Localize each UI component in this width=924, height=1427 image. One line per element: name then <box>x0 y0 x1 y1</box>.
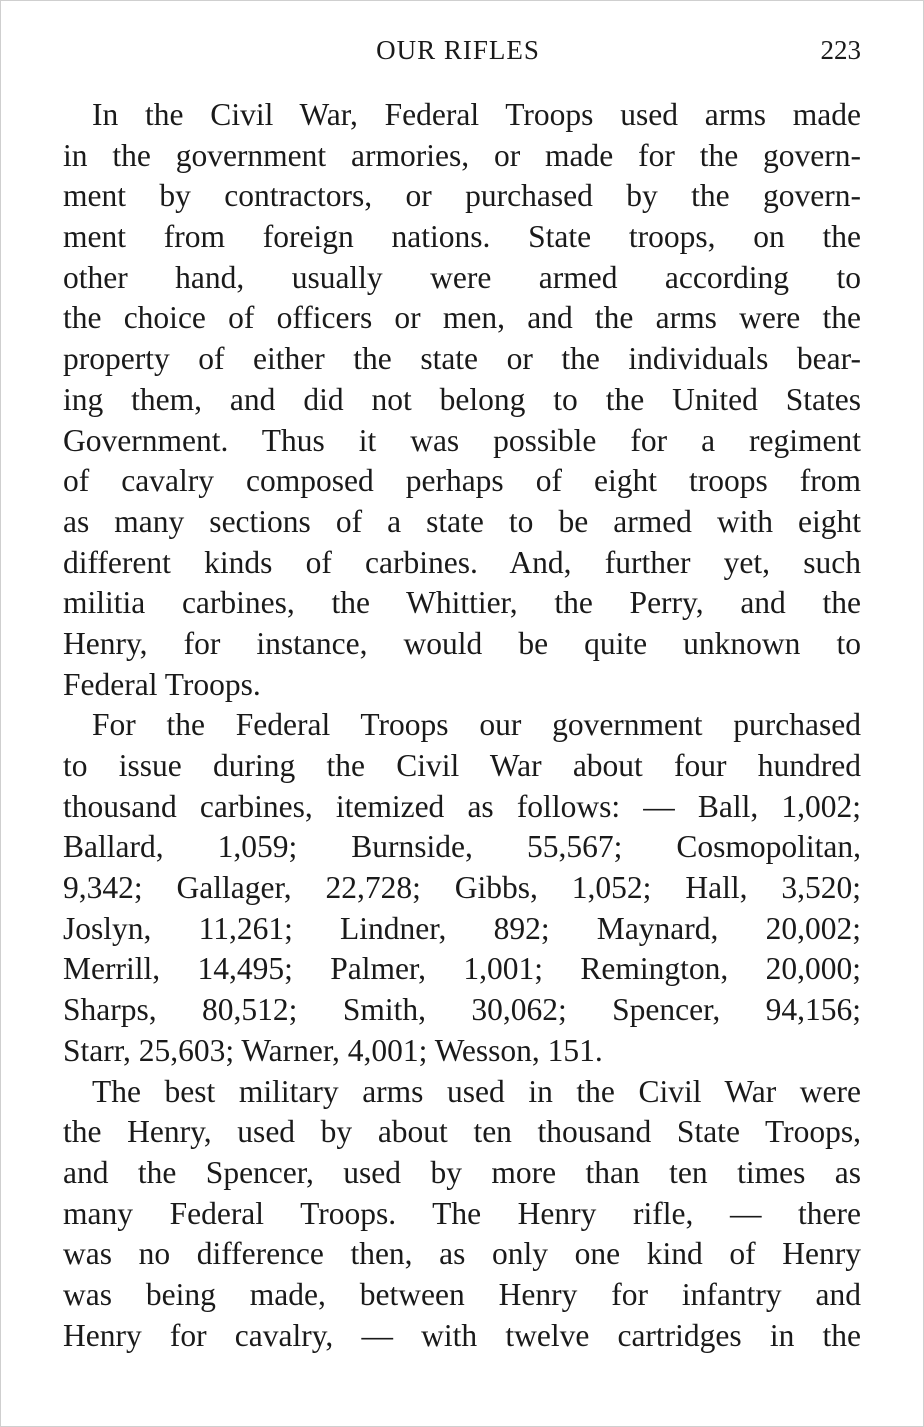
text-line: different kinds of carbines. And, further yet, such <box>63 544 861 580</box>
text-line: and the Spencer, used by more than ten times as <box>63 1154 861 1190</box>
text-line: was no difference then, as only one kind of Henry <box>63 1236 861 1272</box>
text-line: Federal Troops. <box>63 666 261 702</box>
text-line: Government. Thus it was possible for a regiment <box>63 422 861 458</box>
text-line: Henry, for instance, would be quite unknown to <box>63 625 861 661</box>
text-line: the Henry, used by about ten thousand State Troops, <box>63 1114 861 1150</box>
text-line: was being made, between Henry for infantry and <box>63 1276 861 1312</box>
text-line: the choice of officers or men, and the arms were the <box>63 300 861 336</box>
text-line: thousand carbines, itemized as follows: — Ball, 1,002; <box>63 788 861 824</box>
text-line: Joslyn, 11,261; Lindner, 892; Maynard, 20,002; <box>63 910 861 946</box>
text-line: other hand, usually were armed according to <box>63 259 861 295</box>
text-line: many Federal Troops. The Henry rifle, — there <box>63 1195 861 1231</box>
text-line: ing them, and did not belong to the United States <box>63 381 861 417</box>
text-line: of cavalry composed perhaps of eight troops from <box>63 463 861 499</box>
text-line: militia carbines, the Whittier, the Perry, and the <box>63 585 861 621</box>
paragraph-1 <box>63 95 861 705</box>
text-line: in the government armories, or made for the govern- <box>63 137 861 173</box>
text-line: ment from foreign nations. State troops, on the <box>63 219 861 255</box>
text-line: 9,342; Gallager, 22,728; Gibbs, 1,052; Hall, 3,520; <box>63 870 861 906</box>
text-line: In the Civil War, Federal Troops used arms made <box>92 97 861 132</box>
paragraph-3 <box>63 1072 861 1357</box>
text-line: Merrill, 14,495; Palmer, 1,001; Remington, 20,000; <box>63 951 861 987</box>
page-number: 223 <box>820 35 861 65</box>
text-line: The best military arms used in the Civil War were <box>92 1073 861 1109</box>
text-line: Henry for cavalry, — with twelve cartridges in the <box>63 1317 861 1353</box>
text-line: Ballard, 1,059; Burnside, 55,567; Cosmopolitan, <box>63 829 861 865</box>
text-line: as many sections of a state to be armed with eight <box>63 503 861 539</box>
running-head <box>63 35 861 75</box>
running-title: OUR RIFLES <box>376 35 540 65</box>
text-line: Sharps, 80,512; Smith, 30,062; Spencer, 94,156; <box>63 992 861 1028</box>
text-line: For the Federal Troops our government purchased <box>92 707 861 743</box>
text-line: property of either the state or the individuals bear- <box>63 341 861 377</box>
paragraph-2 <box>63 705 861 1071</box>
text-line: to issue during the Civil War about four hundred <box>63 748 861 783</box>
body-text <box>63 95 861 1356</box>
text-line: Starr, 25,603; Warner, 4,001; Wesson, 151. <box>63 1032 603 1068</box>
text-line: ment by contractors, or purchased by the govern- <box>63 178 861 214</box>
